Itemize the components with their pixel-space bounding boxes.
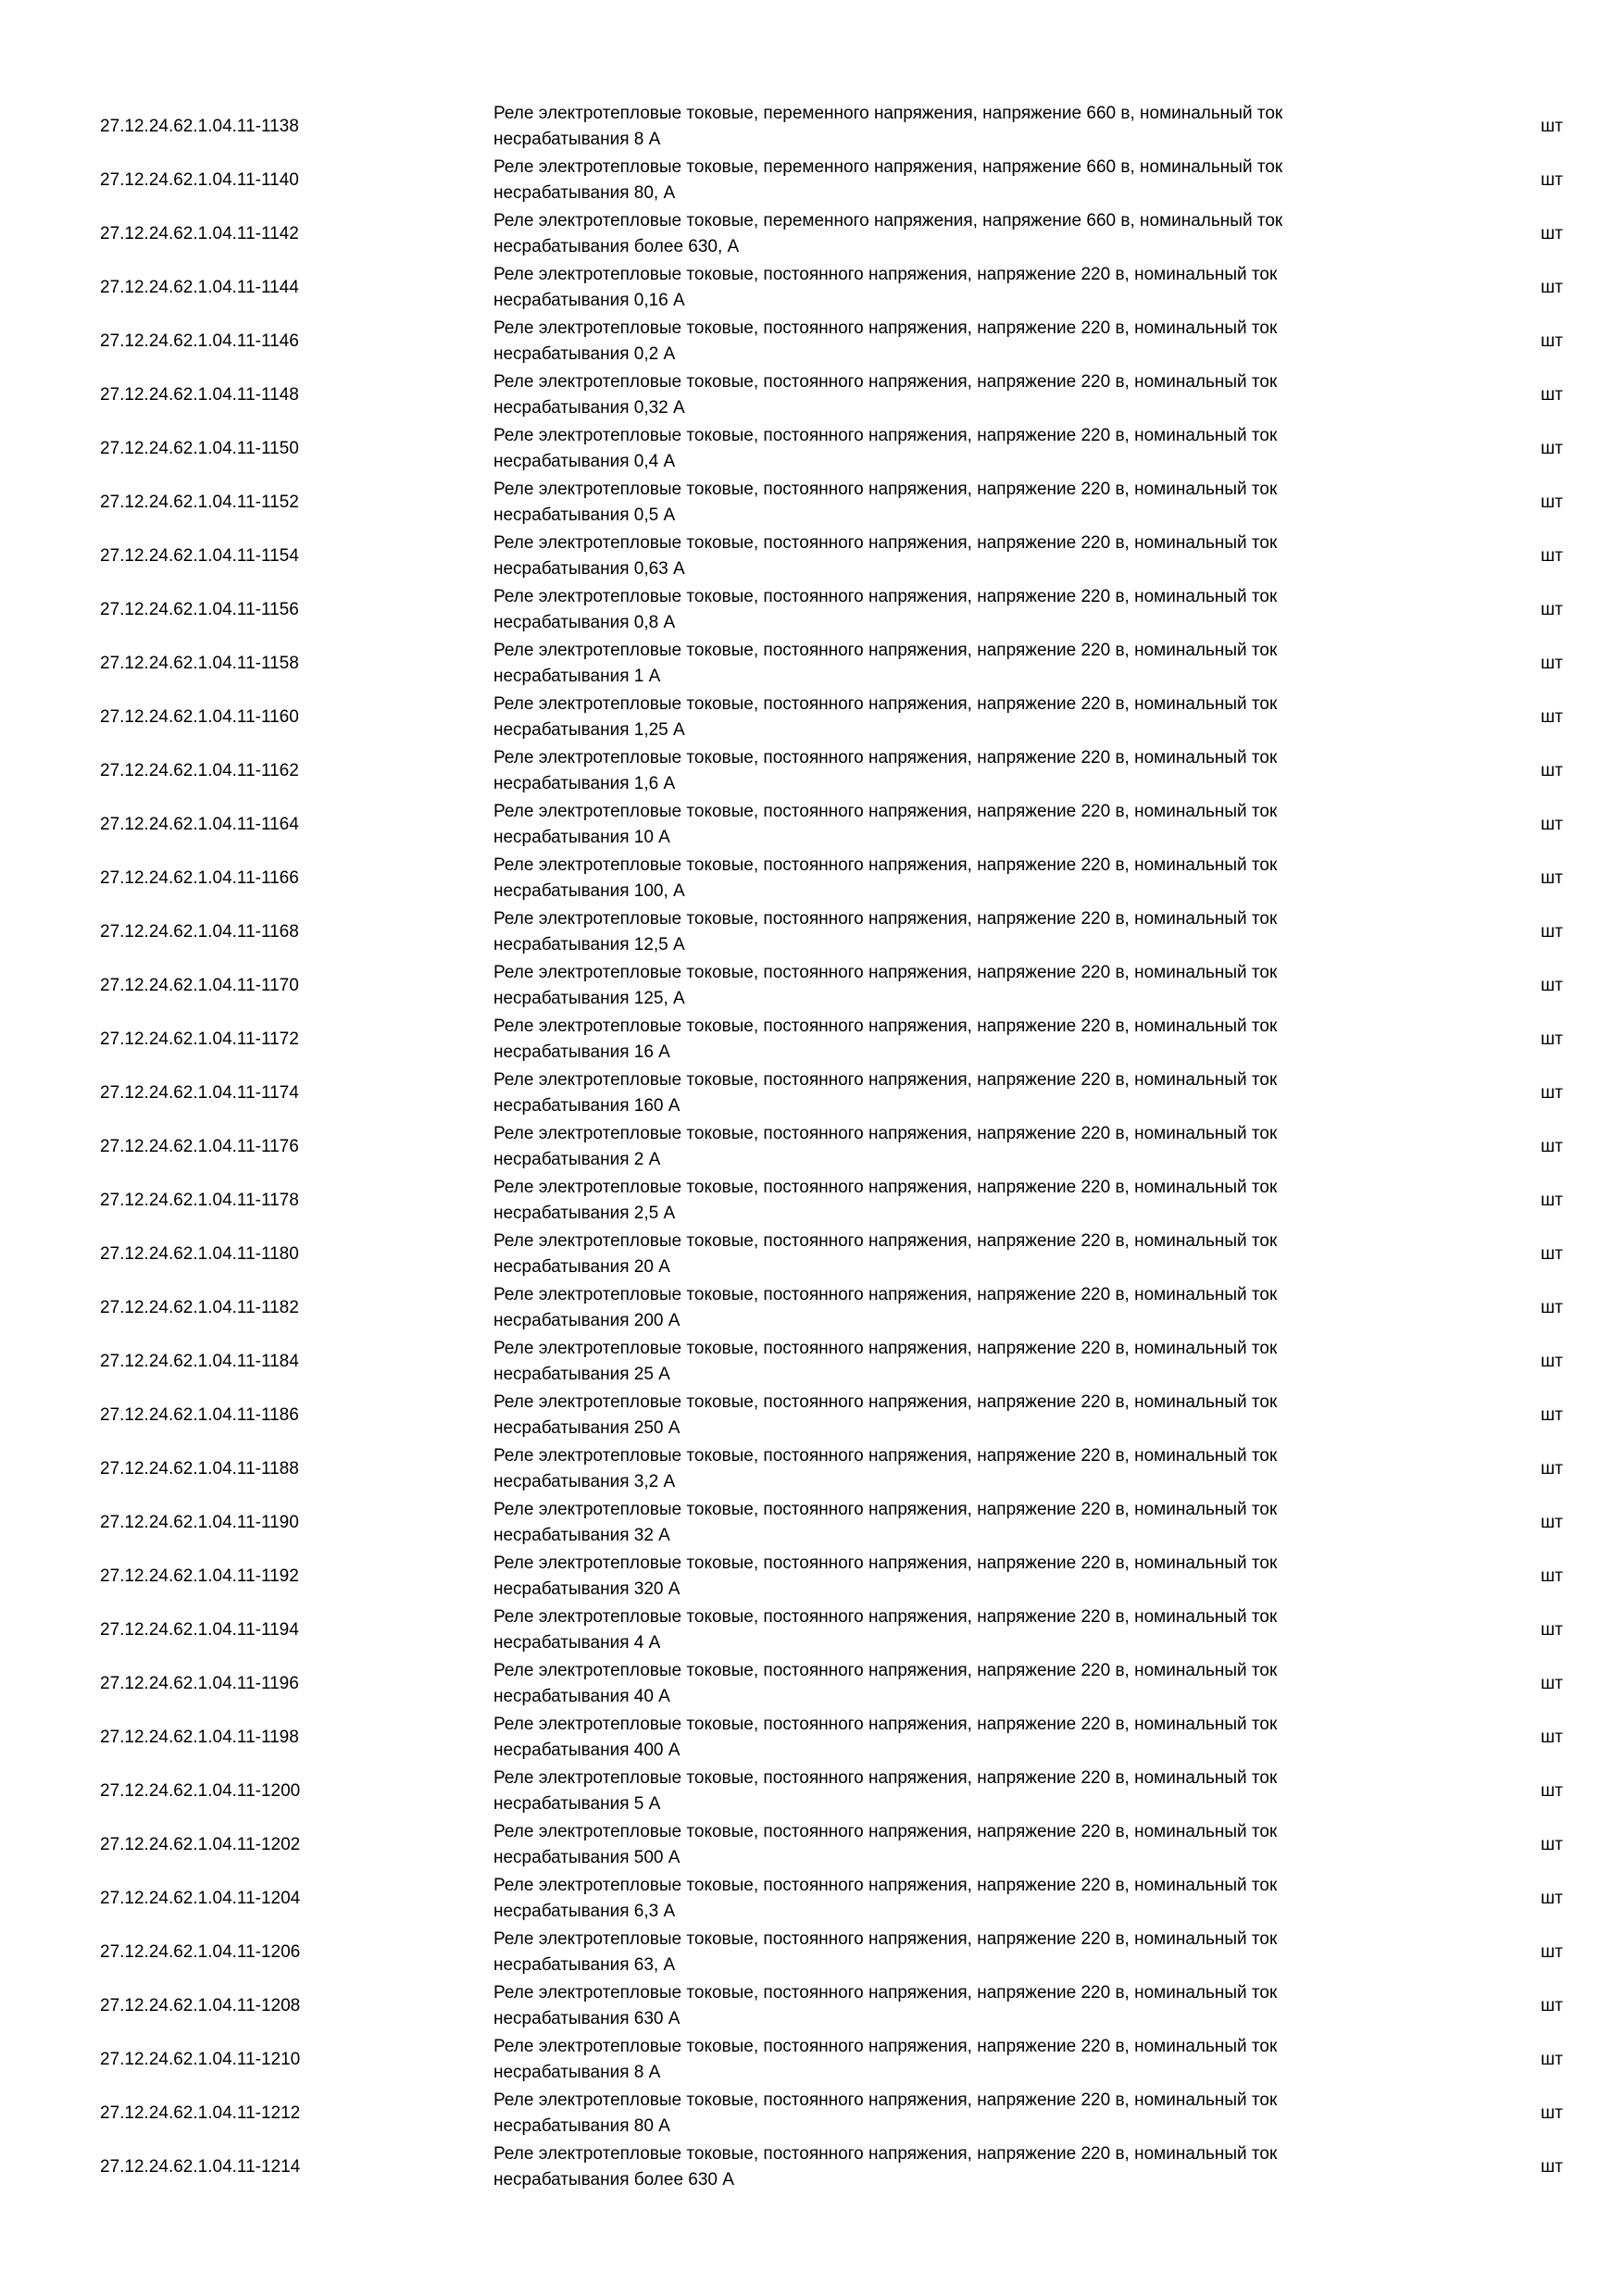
unit-of-measure: шт — [1541, 117, 1563, 136]
description-line-1: Реле электротепловые токовые, постоянного напряжения, напряжение 220 в, номинальный ток — [493, 802, 1278, 821]
description-line-2: несрабатывания 630 А — [493, 2009, 681, 2028]
resource-code: 27.12.24.62.1.04.11-1154 — [100, 546, 299, 566]
resource-code: 27.12.24.62.1.04.11-1146 — [100, 331, 299, 351]
table-row — [0, 1765, 1624, 1818]
resource-description — [493, 691, 1419, 744]
resource-code: 27.12.24.62.1.04.11-1142 — [100, 224, 299, 243]
description-line-2: несрабатывания 4 А — [493, 1633, 661, 1653]
description-line-1: Реле электротепловые токовые, постоянного напряжения, напряжение 220 в, номинальный ток — [493, 2037, 1278, 2056]
description-line-1: Реле электротепловые токовые, постоянного напряжения, напряжение 220 в, номинальный ток — [493, 1822, 1278, 1841]
unit-of-measure: шт — [1541, 1405, 1563, 1425]
description-line-2: несрабатывания 200 А — [493, 1311, 681, 1330]
resource-code: 27.12.24.62.1.04.11-1196 — [100, 1674, 299, 1693]
description-line-2: несрабатывания 0,16 А — [493, 291, 685, 310]
resource-description — [493, 1442, 1419, 1496]
unit-of-measure: шт — [1541, 2050, 1563, 2069]
unit-of-measure: шт — [1541, 1889, 1563, 1908]
resource-description — [493, 1818, 1419, 1872]
table-row — [0, 1603, 1624, 1657]
resource-description — [493, 1120, 1419, 1174]
resource-code: 27.12.24.62.1.04.11-1178 — [100, 1191, 299, 1210]
table-row — [0, 315, 1624, 368]
resource-description — [493, 422, 1419, 476]
description-line-2: несрабатывания 1,25 А — [493, 720, 685, 740]
resource-code: 27.12.24.62.1.04.11-1140 — [100, 170, 299, 190]
description-line-2: несрабатывания 250 А — [493, 1418, 681, 1438]
description-line-2: несрабатывания 125, А — [493, 989, 685, 1008]
unit-of-measure: шт — [1541, 922, 1563, 942]
description-line-1: Реле электротепловые токовые, постоянного напряжения, напряжение 220 в, номинальный ток — [493, 265, 1278, 284]
unit-of-measure: шт — [1541, 1352, 1563, 1371]
resource-description — [493, 1765, 1419, 1818]
description-line-1: Реле электротепловые токовые, постоянного напряжения, напряжение 220 в, номинальный ток — [493, 1607, 1278, 1627]
description-line-1: Реле электротепловые токовые, постоянного напряжения, напряжение 220 в, номинальный ток — [493, 1070, 1278, 1090]
description-line-1: Реле электротепловые токовые, постоянного напряжения, напряжение 220 в, номинальный ток — [493, 694, 1278, 714]
description-line-2: несрабатывания более 630, А — [493, 237, 740, 256]
description-line-1: Реле электротепловые токовые, переменного напряжения, напряжение 660 в, номинальный ток — [493, 211, 1283, 231]
description-line-2: несрабатывания 40 А — [493, 1687, 670, 1706]
resource-description — [493, 1496, 1419, 1550]
unit-of-measure: шт — [1541, 546, 1563, 566]
description-line-2: несрабатывания 25 А — [493, 1365, 670, 1384]
unit-of-measure: шт — [1541, 1191, 1563, 1210]
resource-code: 27.12.24.62.1.04.11-1202 — [100, 1835, 301, 1854]
resource-description — [493, 1657, 1419, 1711]
unit-of-measure: шт — [1541, 654, 1563, 673]
unit-of-measure: шт — [1541, 170, 1563, 190]
resource-code: 27.12.24.62.1.04.11-1156 — [100, 600, 299, 619]
description-line-2: несрабатывания 400 А — [493, 1741, 681, 1760]
resource-description — [493, 207, 1419, 261]
table-row — [0, 2033, 1624, 2087]
unit-of-measure: шт — [1541, 1781, 1563, 1801]
unit-of-measure: шт — [1541, 2157, 1563, 2177]
unit-of-measure: шт — [1541, 1137, 1563, 1156]
unit-of-measure: шт — [1541, 1620, 1563, 1640]
description-line-1: Реле электротепловые токовые, постоянного напряжения, напряжение 220 в, номинальный ток — [493, 1500, 1278, 1519]
table-row — [0, 691, 1624, 744]
table-row — [0, 1550, 1624, 1603]
unit-of-measure: шт — [1541, 600, 1563, 619]
description-line-1: Реле электротепловые токовые, постоянного напряжения, напряжение 220 в, номинальный ток — [493, 1768, 1278, 1788]
resource-code: 27.12.24.62.1.04.11-1144 — [100, 278, 299, 297]
description-line-2: несрабатывания 2,5 А — [493, 1204, 676, 1223]
resource-code: 27.12.24.62.1.04.11-1184 — [100, 1352, 299, 1371]
description-line-1: Реле электротепловые токовые, постоянного напряжения, напряжение 220 в, номинальный ток — [493, 963, 1278, 982]
resource-code: 27.12.24.62.1.04.11-1210 — [100, 2050, 301, 2069]
description-line-1: Реле электротепловые токовые, постоянного напряжения, напряжение 220 в, номинальный ток — [493, 641, 1278, 660]
resource-code: 27.12.24.62.1.04.11-1194 — [100, 1620, 299, 1640]
description-line-1: Реле электротепловые токовые, постоянного напряжения, напряжение 220 в, номинальный ток — [493, 533, 1278, 553]
description-line-1: Реле электротепловые токовые, постоянного напряжения, напряжение 220 в, номинальный ток — [493, 1554, 1278, 1573]
description-line-2: несрабатывания 0,8 А — [493, 613, 676, 632]
resource-code: 27.12.24.62.1.04.11-1174 — [100, 1083, 299, 1103]
table-row — [0, 905, 1624, 959]
resource-code: 27.12.24.62.1.04.11-1206 — [100, 1942, 301, 1962]
resource-description — [493, 1603, 1419, 1657]
unit-of-measure: шт — [1541, 278, 1563, 297]
description-line-1: Реле электротепловые токовые, постоянного напряжения, напряжение 220 в, номинальный ток — [493, 1124, 1278, 1143]
description-line-2: несрабатывания 160 А — [493, 1096, 681, 1116]
unit-of-measure: шт — [1541, 1244, 1563, 1264]
table-row — [0, 368, 1624, 422]
resource-description — [493, 1228, 1419, 1281]
resource-code: 27.12.24.62.1.04.11-1152 — [100, 493, 299, 512]
description-line-2: несрабатывания 10 А — [493, 828, 670, 847]
table-row — [0, 1872, 1624, 1926]
resource-description — [493, 637, 1419, 691]
resource-description — [493, 2033, 1419, 2087]
resource-description — [493, 261, 1419, 315]
resource-code: 27.12.24.62.1.04.11-1182 — [100, 1298, 299, 1317]
resource-code: 27.12.24.62.1.04.11-1186 — [100, 1405, 299, 1425]
description-line-2: несрабатывания 0,5 А — [493, 505, 676, 525]
description-line-1: Реле электротепловые токовые, постоянного напряжения, напряжение 220 в, номинальный ток — [493, 1715, 1278, 1734]
table-row — [0, 2140, 1624, 2194]
description-line-2: несрабатывания 63, А — [493, 1955, 676, 1975]
table-row — [0, 1389, 1624, 1442]
description-line-2: несрабатывания 500 А — [493, 1848, 681, 1867]
table-row — [0, 1281, 1624, 1335]
resource-description — [493, 1926, 1419, 1979]
description-line-2: несрабатывания 2 А — [493, 1150, 661, 1169]
resource-description — [493, 2087, 1419, 2140]
description-line-1: Реле электротепловые токовые, постоянного напряжения, напряжение 220 в, номинальный ток — [493, 587, 1278, 606]
resource-description — [493, 1389, 1419, 1442]
description-line-1: Реле электротепловые токовые, постоянного напряжения, напряжение 220 в, номинальный ток — [493, 1017, 1278, 1036]
description-line-2: несрабатывания 0,4 А — [493, 452, 676, 471]
resource-code: 27.12.24.62.1.04.11-1200 — [100, 1781, 301, 1801]
description-line-1: Реле электротепловые токовые, переменного напряжения, напряжение 660 в, номинальный ток — [493, 104, 1283, 123]
description-line-2: несрабатывания 80, А — [493, 183, 676, 203]
resource-code: 27.12.24.62.1.04.11-1190 — [100, 1513, 299, 1532]
unit-of-measure: шт — [1541, 1029, 1563, 1049]
resource-description — [493, 100, 1419, 154]
description-line-2: несрабатывания 100, А — [493, 881, 685, 901]
table-row — [0, 1442, 1624, 1496]
resource-code: 27.12.24.62.1.04.11-1166 — [100, 868, 299, 888]
description-line-1: Реле электротепловые токовые, постоянного напряжения, напряжение 220 в, номинальный ток — [493, 1983, 1278, 2003]
table-row — [0, 1228, 1624, 1281]
unit-of-measure: шт — [1541, 1674, 1563, 1693]
description-line-1: Реле электротепловые токовые, постоянного напряжения, напряжение 220 в, номинальный ток — [493, 1339, 1278, 1358]
resource-code: 27.12.24.62.1.04.11-1212 — [100, 2103, 301, 2123]
table-row — [0, 1174, 1624, 1228]
description-line-1: Реле электротепловые токовые, постоянного напряжения, напряжение 220 в, номинальный ток — [493, 2090, 1278, 2110]
resource-description — [493, 1174, 1419, 1228]
table-row — [0, 744, 1624, 798]
resource-description — [493, 744, 1419, 798]
table-row — [0, 100, 1624, 154]
unit-of-measure: шт — [1541, 1996, 1563, 2015]
description-line-1: Реле электротепловые токовые, постоянного напряжения, напряжение 220 в, номинальный ток — [493, 318, 1278, 338]
resource-description — [493, 1979, 1419, 2033]
resource-description — [493, 2140, 1419, 2194]
resource-description — [493, 1550, 1419, 1603]
resource-code: 27.12.24.62.1.04.11-1188 — [100, 1459, 299, 1479]
description-line-1: Реле электротепловые токовые, постоянного напряжения, напряжение 220 в, номинальный ток — [493, 1392, 1278, 1412]
table-row — [0, 422, 1624, 476]
description-line-1: Реле электротепловые токовые, постоянного напряжения, напряжение 220 в, номинальный ток — [493, 1876, 1278, 1895]
resource-code: 27.12.24.62.1.04.11-1192 — [100, 1566, 299, 1586]
description-line-1: Реле электротепловые токовые, постоянного напряжения, напряжение 220 в, номинальный ток — [493, 855, 1278, 875]
resource-code: 27.12.24.62.1.04.11-1208 — [100, 1996, 301, 2015]
unit-of-measure: шт — [1541, 1459, 1563, 1479]
resource-code: 27.12.24.62.1.04.11-1168 — [100, 922, 299, 942]
description-line-1: Реле электротепловые токовые, переменного напряжения, напряжение 660 в, номинальный ток — [493, 157, 1283, 177]
unit-of-measure: шт — [1541, 1835, 1563, 1854]
resource-code: 27.12.24.62.1.04.11-1162 — [100, 761, 299, 780]
table-row — [0, 583, 1624, 637]
table-row — [0, 1335, 1624, 1389]
description-line-2: несрабатывания 80 А — [493, 2116, 670, 2136]
unit-of-measure: шт — [1541, 707, 1563, 727]
resource-description — [493, 530, 1419, 583]
table-row — [0, 1120, 1624, 1174]
table-row — [0, 1926, 1624, 1979]
resource-code: 27.12.24.62.1.04.11-1164 — [100, 815, 299, 834]
unit-of-measure: шт — [1541, 439, 1563, 458]
unit-of-measure: шт — [1541, 1942, 1563, 1962]
description-line-2: несрабатывания 6,3 А — [493, 1902, 676, 1921]
resource-description — [493, 476, 1419, 530]
unit-of-measure: шт — [1541, 1298, 1563, 1317]
unit-of-measure: шт — [1541, 1083, 1563, 1103]
table-row — [0, 1013, 1624, 1067]
resource-code: 27.12.24.62.1.04.11-1176 — [100, 1137, 299, 1156]
resource-code: 27.12.24.62.1.04.11-1180 — [100, 1244, 299, 1264]
unit-of-measure: шт — [1541, 224, 1563, 243]
description-line-1: Реле электротепловые токовые, постоянного напряжения, напряжение 220 в, номинальный ток — [493, 372, 1278, 392]
resource-description — [493, 315, 1419, 368]
resource-description — [493, 905, 1419, 959]
resource-description — [493, 1013, 1419, 1067]
description-line-2: несрабатывания 320 А — [493, 1579, 681, 1599]
resource-code: 27.12.24.62.1.04.11-1172 — [100, 1029, 299, 1049]
description-line-2: несрабатывания 20 А — [493, 1257, 670, 1277]
table-row — [0, 207, 1624, 261]
table-row — [0, 637, 1624, 691]
description-line-2: несрабатывания 1,6 А — [493, 774, 676, 793]
table-row — [0, 154, 1624, 207]
unit-of-measure: шт — [1541, 1513, 1563, 1532]
resource-description — [493, 154, 1419, 207]
unit-of-measure: шт — [1541, 976, 1563, 995]
description-line-1: Реле электротепловые токовые, постоянного напряжения, напряжение 220 в, номинальный ток — [493, 1285, 1278, 1304]
table-row — [0, 1496, 1624, 1550]
unit-of-measure: шт — [1541, 493, 1563, 512]
unit-of-measure: шт — [1541, 868, 1563, 888]
description-line-2: несрабатывания 1 А — [493, 667, 661, 686]
resource-code: 27.12.24.62.1.04.11-1204 — [100, 1889, 301, 1908]
table-row — [0, 852, 1624, 905]
resource-code: 27.12.24.62.1.04.11-1214 — [100, 2157, 301, 2177]
resource-description — [493, 1335, 1419, 1389]
description-line-2: несрабатывания 0,2 А — [493, 344, 676, 364]
resource-code: 27.12.24.62.1.04.11-1170 — [100, 976, 299, 995]
description-line-1: Реле электротепловые токовые, постоянного напряжения, напряжение 220 в, номинальный ток — [493, 1929, 1278, 1949]
description-line-2: несрабатывания 3,2 А — [493, 1472, 676, 1491]
table-row — [0, 1067, 1624, 1120]
table-row — [0, 1711, 1624, 1765]
table-row — [0, 476, 1624, 530]
description-line-2: несрабатывания 0,32 А — [493, 398, 685, 418]
description-line-2: несрабатывания 16 А — [493, 1042, 670, 1062]
table-row — [0, 261, 1624, 315]
resource-description — [493, 798, 1419, 852]
description-line-2: несрабатывания 0,63 А — [493, 559, 685, 579]
description-line-1: Реле электротепловые токовые, постоянного напряжения, напряжение 220 в, номинальный ток — [493, 748, 1278, 767]
description-line-2: несрабатывания 12,5 А — [493, 935, 685, 955]
table-row — [0, 1818, 1624, 1872]
resource-description — [493, 583, 1419, 637]
resource-code: 27.12.24.62.1.04.11-1150 — [100, 439, 299, 458]
description-line-2: несрабатывания более 630 А — [493, 2170, 734, 2190]
resource-table — [0, 100, 1624, 2194]
table-row — [0, 1657, 1624, 1711]
resource-code: 27.12.24.62.1.04.11-1198 — [100, 1728, 299, 1747]
description-line-2: несрабатывания 32 А — [493, 1526, 670, 1545]
resource-description — [493, 1067, 1419, 1120]
resource-code: 27.12.24.62.1.04.11-1148 — [100, 385, 299, 405]
resource-description — [493, 1872, 1419, 1926]
table-row — [0, 798, 1624, 852]
resource-description — [493, 368, 1419, 422]
resource-description — [493, 959, 1419, 1013]
unit-of-measure: шт — [1541, 815, 1563, 834]
unit-of-measure: шт — [1541, 331, 1563, 351]
resource-description — [493, 1711, 1419, 1765]
description-line-2: несрабатывания 8 А — [493, 130, 661, 149]
resource-code: 27.12.24.62.1.04.11-1138 — [100, 117, 299, 136]
description-line-1: Реле электротепловые токовые, постоянного напряжения, напряжение 220 в, номинальный ток — [493, 480, 1278, 499]
table-row — [0, 959, 1624, 1013]
description-line-1: Реле электротепловые токовые, постоянного напряжения, напряжение 220 в, номинальный ток — [493, 1178, 1278, 1197]
unit-of-measure: шт — [1541, 385, 1563, 405]
unit-of-measure: шт — [1541, 1566, 1563, 1586]
resource-code: 27.12.24.62.1.04.11-1160 — [100, 707, 299, 727]
unit-of-measure: шт — [1541, 761, 1563, 780]
description-line-2: несрабатывания 8 А — [493, 2063, 661, 2082]
description-line-1: Реле электротепловые токовые, постоянного напряжения, напряжение 220 в, номинальный ток — [493, 2144, 1278, 2164]
resource-description — [493, 852, 1419, 905]
description-line-1: Реле электротепловые токовые, постоянного напряжения, напряжение 220 в, номинальный ток — [493, 426, 1278, 445]
description-line-1: Реле электротепловые токовые, постоянного напряжения, напряжение 220 в, номинальный ток — [493, 909, 1278, 929]
description-line-2: несрабатывания 5 А — [493, 1794, 661, 1814]
table-row — [0, 2087, 1624, 2140]
unit-of-measure: шт — [1541, 2103, 1563, 2123]
table-row — [0, 530, 1624, 583]
description-line-1: Реле электротепловые токовые, постоянного напряжения, напряжение 220 в, номинальный ток — [493, 1446, 1278, 1466]
table-row — [0, 1979, 1624, 2033]
unit-of-measure: шт — [1541, 1728, 1563, 1747]
description-line-1: Реле электротепловые токовые, постоянного напряжения, напряжение 220 в, номинальный ток — [493, 1661, 1278, 1680]
description-line-1: Реле электротепловые токовые, постоянного напряжения, напряжение 220 в, номинальный ток — [493, 1231, 1278, 1251]
resource-description — [493, 1281, 1419, 1335]
resource-code: 27.12.24.62.1.04.11-1158 — [100, 654, 299, 673]
